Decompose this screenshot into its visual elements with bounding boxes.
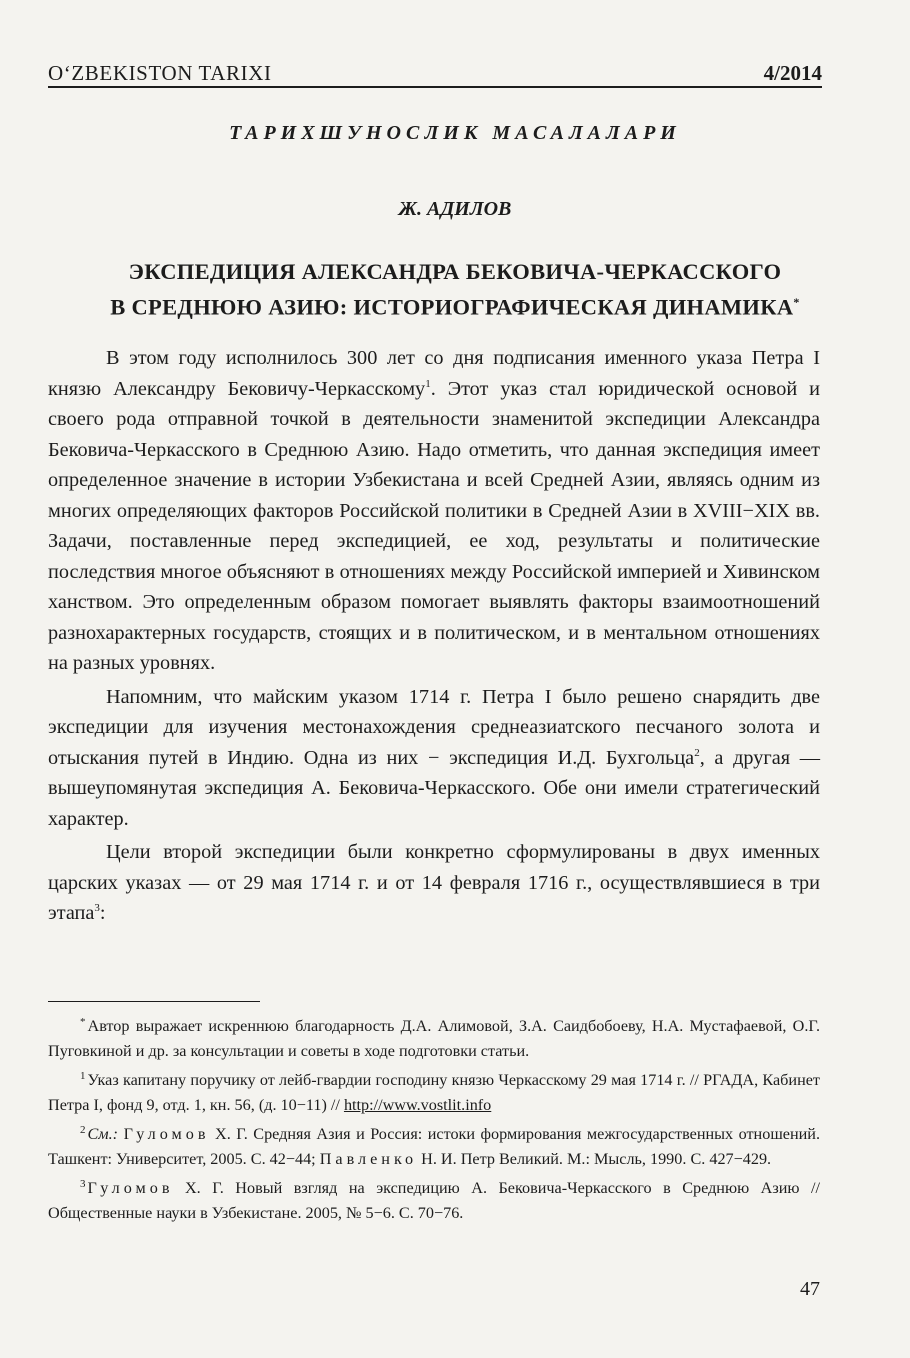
footnote-star-text: Автор выражает искреннюю благодарность Д.А. Алимовой, З.А. Саидбобоеву, Н.А. Мустафаевой, О.Г. Пуговкиной и др. за консультации и советы в ходе подготовки статьи. (48, 1017, 820, 1060)
paragraph-2 (48, 682, 820, 835)
footnote-1-text: Указ капитану поручику от лейб-гвардии господину князю Черкасскому 29 мая 1714 г. // РГАДА, Кабинет Петра I, фонд 9, отд. 1, кн. 56, (д. 10−11) // (48, 1071, 820, 1114)
footnote-2-text-1: Х. Г. Средняя Азия и Россия: истоки формирования межгосударственных отношений. Ташкент: Университет, 2005. С. 42−44; (48, 1125, 820, 1168)
footnote-1 (48, 1068, 820, 1117)
footnotes (48, 1014, 820, 1230)
paragraph-1 (48, 343, 820, 679)
page-number: 47 (800, 1278, 820, 1300)
footnote-ref-1: 1 (425, 377, 431, 390)
article-author: Ж. АДИЛОВ (398, 198, 512, 220)
footnote-3-author: Гуломов (87, 1179, 174, 1197)
paragraph-2-text-b: , а другая — вышеупомянутая экспедиция А. Бековича-Черкасского. Обе они имели стратегический характер. (48, 746, 820, 830)
issue-number: 4/2014 (763, 61, 822, 85)
footnote-2-mark: 2 (80, 1123, 86, 1136)
paragraph-2-text-a: Напомним, что майским указом 1714 г. Петра I было решено снарядить две экспедиции для изучения местонахождения среднеазиатского песчаного золота и отыскания путей в Индию. Одна из них − экспедиция И.Д. Бухгольца (48, 685, 820, 769)
article-title-line-1: ЭКСПЕДИЦИЯ АЛЕКСАНДРА БЕКОВИЧА-ЧЕРКАССКОГО (128, 259, 782, 284)
footnote-2-text-2: Н. И. Петр Великий. М.: Мысль, 1990. С. 427−429. (417, 1149, 772, 1168)
paragraph-3 (48, 837, 820, 929)
footnote-star (48, 1014, 820, 1063)
article-title (40, 256, 870, 323)
footnote-ref-3: 3 (94, 902, 100, 915)
article-title-line-2-text: В СРЕДНЮЮ АЗИЮ: ИСТОРИОГРАФИЧЕСКАЯ ДИНАМИКА (110, 294, 794, 320)
footnote-3-mark: 3 (80, 1177, 86, 1190)
title-footnote-mark: * (793, 295, 800, 309)
section-title: ТАРИХШУНОСЛИК МАСАЛАЛАРИ (229, 122, 681, 144)
footnote-3 (48, 1176, 820, 1225)
running-header (48, 58, 822, 88)
footnote-ref-2: 2 (694, 746, 700, 759)
footnote-2-author-2: Павленко (319, 1149, 418, 1168)
footnote-2-author-1: Гуломов (123, 1125, 210, 1143)
paragraph-3-text-b: : (99, 902, 106, 924)
footnote-2-see: См.: (87, 1125, 119, 1143)
paragraph-1-text-b: . Этот указ стал юридической основой и своего рода отправной точкой в деятельности знаменитой экспедиции Александра Бековича-Черкасского в Среднюю Азию. Надо отметить, что данная экспедиция имеет определенное значение в истории Узбекистана и всей Средней Азии, являясь одним из многих определяющих факторов Российской политики в Средней Азии в XVIII−XIX вв. Задачи, поставленные перед экспедицией, ее ход, результаты и политические последствия многое объясняют в отношениях между Российской империей и Хивинском ханством. Это определенным образом помогает выявлять факторы взаимоотношений разнохарактерных государств, стоящих и в политическом, и в ментальном отношениях на разных уровнях. (48, 377, 820, 674)
journal-title: O‘ZBEKISTON TARIXI (48, 61, 272, 85)
footnote-2 (48, 1122, 820, 1171)
paragraph-1-text-a: В этом году исполнилось 300 лет со дня подписания именного указа Петра I князю Александру Бековичу-Черкасскому (48, 347, 820, 400)
article-body (48, 343, 820, 929)
paragraph-3-text-a: Цели второй экспедиции были конкретно сформулированы в двух именных царских указах — от 29 мая 1714 г. и от 14 февраля 1716 г., осуществлявшиеся в три этапа (48, 841, 820, 924)
footnote-3-text: Х. Г. Новый взгляд на экспедицию А. Бековича-Черкасского в Среднюю Азию // Общественные науки в Узбекистане. 2005, № 5−6. С. 70−76. (48, 1179, 820, 1222)
article-title-line-2 (40, 287, 870, 323)
footnote-star-mark: * (80, 1015, 86, 1028)
vostlit-link[interactable]: http://www.vostlit.info (343, 1095, 492, 1114)
footnote-separator (48, 1001, 260, 1002)
footnote-1-mark: 1 (80, 1069, 86, 1082)
